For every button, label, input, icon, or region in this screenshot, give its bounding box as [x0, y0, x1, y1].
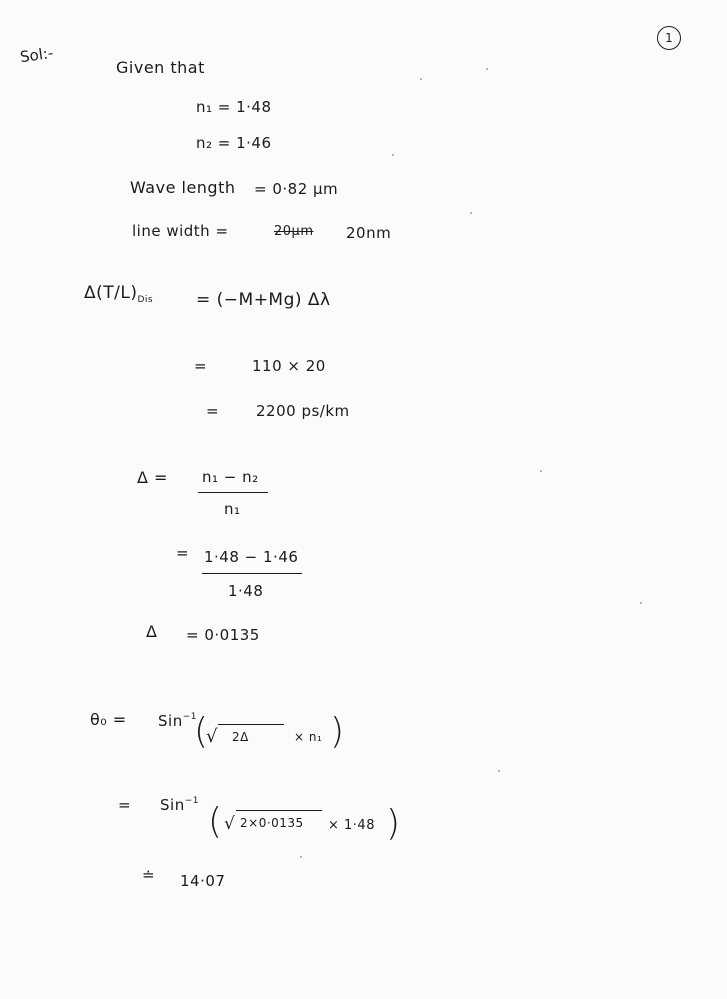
angle-fn-2-text: Sin	[160, 796, 185, 814]
linewidth-struck: 20µm	[274, 224, 314, 239]
dispersion-lhs-sub: Dis	[137, 295, 154, 305]
delta-result: = 0·0135	[186, 626, 260, 644]
angle-paren-open-1: (	[194, 711, 209, 752]
angle-paren-close-1: )	[330, 711, 345, 752]
angle-eq-3: ≐	[142, 866, 156, 884]
delta-eq-2: =	[176, 544, 190, 562]
scan-speck	[300, 856, 302, 858]
delta-fraction-bar-2	[202, 573, 302, 574]
delta-fraction-bar-1	[198, 492, 268, 493]
dispersion-step3-value: 2200 ps/km	[256, 402, 350, 420]
angle-eq-2: =	[118, 796, 132, 814]
given-heading: Given that	[116, 58, 205, 77]
delta-denominator-1: n₁	[224, 500, 241, 518]
angle-paren-open-2: (	[208, 801, 223, 842]
angle-tail-2: × 1·48	[328, 818, 375, 833]
scan-speck	[470, 212, 472, 214]
delta-numerator-2: 1·48 − 1·46	[204, 548, 299, 566]
solution-label: Sol:-	[18, 43, 55, 67]
dispersion-step2-eq: =	[194, 357, 208, 375]
angle-tail-1: × n₁	[294, 730, 323, 744]
delta-lhs: Δ =	[137, 468, 168, 487]
dispersion-step1: = (−M+Mg) Δλ	[196, 290, 331, 310]
angle-root-2: 2×0·0135	[240, 816, 304, 830]
sqrt-symbol-1: √	[206, 726, 218, 747]
sqrt-bar-1	[218, 724, 284, 725]
scan-speck	[640, 602, 642, 604]
angle-fn-1	[158, 712, 197, 730]
scan-speck	[498, 770, 500, 772]
linewidth-label: line width =	[132, 222, 229, 240]
angle-fn-1-text: Sin	[158, 712, 183, 730]
angle-lhs: θ₀ =	[90, 710, 127, 729]
dispersion-lhs-text: Δ(T/L)	[84, 283, 138, 303]
scan-speck	[540, 470, 542, 472]
sqrt-symbol-2: √	[224, 814, 236, 834]
angle-fn-2-inverse: −1	[184, 796, 199, 806]
scan-speck	[486, 68, 488, 70]
wavelength-value: = 0·82 µm	[254, 180, 339, 198]
dispersion-step3-eq: =	[206, 402, 220, 420]
scan-speck	[392, 154, 394, 156]
delta-denominator-2: 1·48	[228, 582, 264, 600]
given-n2: n₂ = 1·46	[196, 134, 272, 152]
sqrt-bar-2	[236, 810, 322, 811]
angle-result: 14·07	[180, 872, 226, 890]
angle-fn-2	[160, 796, 199, 814]
page-number: 1	[657, 26, 681, 50]
angle-root-1: 2Δ	[232, 730, 249, 744]
angle-fn-1-inverse: −1	[182, 712, 197, 722]
dispersion-step2-value: 110 × 20	[252, 357, 326, 375]
wavelength-label: Wave length	[130, 178, 236, 197]
scan-speck	[420, 78, 422, 80]
delta-numerator-1: n₁ − n₂	[202, 468, 259, 486]
linewidth-value: 20nm	[346, 224, 392, 242]
angle-paren-close-2: )	[386, 803, 401, 844]
dispersion-lhs	[84, 283, 153, 305]
delta-result-lhs: Δ	[146, 622, 158, 641]
given-n1: n₁ = 1·48	[196, 98, 272, 116]
